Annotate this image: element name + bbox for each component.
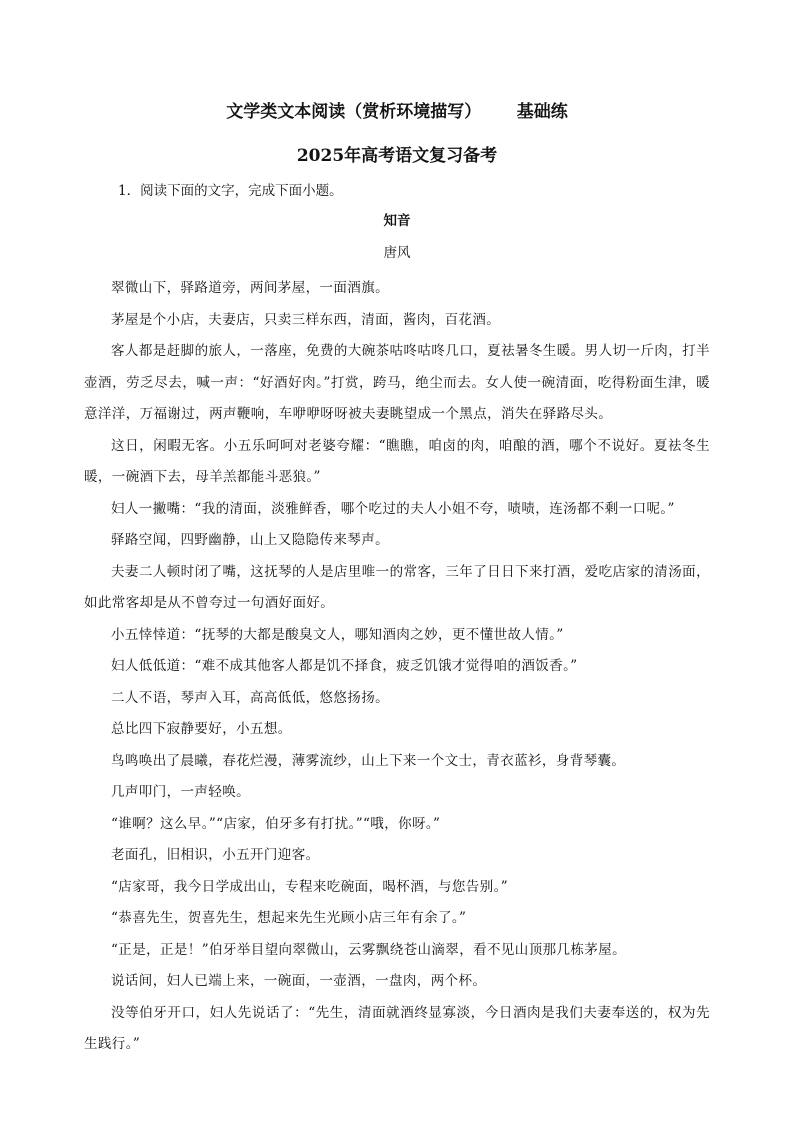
paragraph: 驿路空闻，四野幽静，山上又隐隐传来琴声。 [111, 532, 389, 548]
story-author: 唐风 [383, 245, 411, 261]
paragraph: 二人不语，琴声入耳，高高低低，悠悠扬扬。 [111, 689, 389, 706]
paragraph: 翠微山下，驿路道旁，两间茅屋，一面酒旗。 [111, 280, 389, 296]
paragraph: 客人都是赶脚的旅人，一落座，免费的大碗茶咕咚咕咚几口，夏祛暑冬生暖。男人切一斤肉，打半壶酒，劳乏尽去，喊一声：“好酒好肉。”打赏，跨马，绝尘而去。女人使一碗清面，吃得粉面生津，暖意洋洋，万福谢过，两声鞭响，车咿咿呀呀被夫妻眺望成一个黑点，消失在驿路尽头。 [84, 343, 710, 422]
paragraph: 妇人一撇嘴：“我的清面，淡雅鲜香，哪个吃过的夫人小姐不夸，啧啧，连汤都不剩一口呢。” [111, 500, 675, 517]
paragraph: 总比四下寂静要好，小五想。 [111, 721, 292, 737]
paragraph: 没等伯牙开口，妇人先说话了：“先生，清面就酒终显寡淡，今日酒肉是我们夫妻奉送的，权为先生践行。” [84, 1004, 710, 1052]
paragraph: 几声叩门，一声轻唤。 [111, 784, 250, 800]
paragraph: “店家哥，我今日学成出山，专程来吃碗面，喝杯酒，与您告别。” [111, 878, 509, 895]
paragraph: 老面孔，旧相识，小五开门迎客。 [111, 847, 320, 863]
paragraph: 茅屋是个小店，夫妻店，只卖三样东西，清面，酱肉，百花酒。 [111, 311, 501, 328]
paragraph: “正是，正是！”伯牙举目望向翠微山，云雾飘绕苍山滴翠，看不见山顶那几栋茅屋。 [111, 941, 627, 958]
question-instruction: 1．阅读下面的文字，完成下面小题。 [118, 183, 343, 199]
paragraph: “恭喜先生，贺喜先生，想起来先生光顾小店三年有余了。” [111, 910, 467, 926]
paragraph: 夫妻二人顿时闭了嘴，这抚琴的人是店里唯一的常客，三年了日日下来打酒，爱吃店家的清汤面，如此常客却是从不曾夸过一句酒好面好。 [84, 563, 710, 611]
paragraph: 妇人低低道：“难不成其他客人都是饥不择食，疲乏饥饿才觉得咱的酒饭香。” [111, 658, 578, 674]
story-title: 知音 [383, 213, 411, 229]
paragraph: 小五悻悻道：“抚琴的大都是酸臭文人，哪知酒肉之妙，更不懂世故人情。” [111, 626, 564, 643]
story-body [84, 273, 710, 1061]
paragraph: 这日，闲暇无客。小五乐呵呵对老婆夸耀：“瞧瞧，咱卤的肉，咱酿的酒，哪个不说好。夏祛冬生暖，一碗酒下去，母羊羔都能斗恶狼。” [84, 437, 710, 485]
paragraph: 说话间，妇人已端上来，一碗面，一壶酒，一盘肉，两个杯。 [111, 973, 487, 989]
document-title: 文学类文本阅读（赏析环境描写） 基础练 [226, 102, 568, 122]
paragraph: 鸟鸣唤出了晨曦，春花烂漫，薄雾流纱，山上下来一个文士，青衣蓝衫，身背琴囊。 [111, 752, 626, 769]
paragraph: “谁啊？这么早。”“店家，伯牙多有打扰。”“哦，你呀。” [111, 815, 441, 832]
document-subtitle: 2025年高考语文复习备考 [296, 146, 498, 166]
